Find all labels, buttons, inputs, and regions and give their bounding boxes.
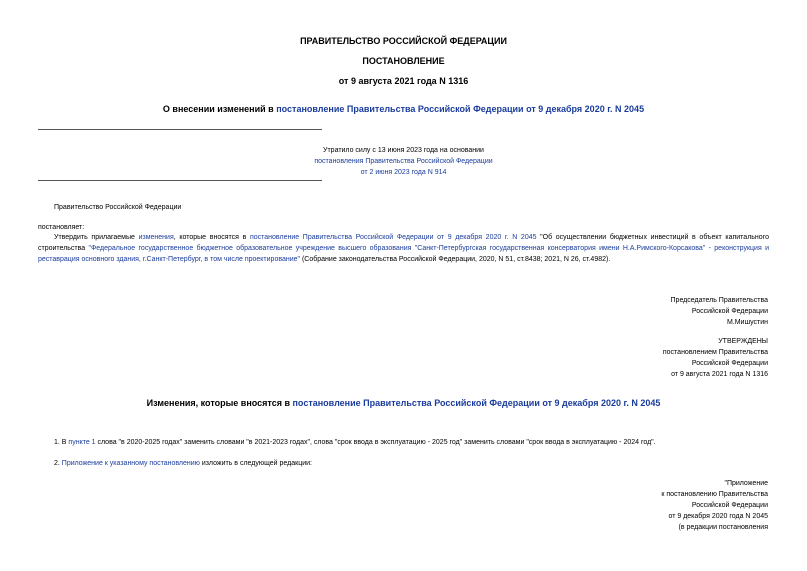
document-title — [0, 104, 807, 114]
change-item-1-text-b: слова "в 2020-2025 годах" заменить словами "в 2021-2023 годах", слова "срок ввода в эксплуатацию - 2025 год" заменить словами "срок ввода в эксплуатацию - 2024 год". — [95, 439, 656, 446]
main-paragraph-text-d: (Собрание законодательства Российской Федерации, 2020, N 51, ст.8438; 2021, N 26, ст.4982). — [300, 256, 611, 263]
lapsed-note-link-line3[interactable]: от 2 июня 2023 года N 914 — [360, 169, 447, 176]
changes-title-prefix: Изменения, которые вносятся в — [146, 398, 293, 408]
approved-line4: от 9 августа 2021 года N 1316 — [671, 371, 768, 378]
change-item-1 — [54, 437, 774, 448]
change-item-1-text-a: 1. В — [54, 439, 69, 446]
bottom-divider — [38, 180, 322, 181]
changes-link[interactable]: изменения — [138, 234, 174, 241]
government-heading: ПРАВИТЕЛЬСТВО РОССИЙСКОЙ ФЕДЕРАЦИИ — [300, 36, 507, 46]
main-paragraph — [38, 232, 769, 265]
appendix-line3: Российской Федерации — [691, 502, 768, 509]
resolves-text: постановляет: — [38, 224, 85, 231]
approved-block — [663, 336, 768, 380]
document-title-prefix: О внесении изменений в — [162, 104, 277, 114]
signature-line2: Российской Федерации — [691, 308, 768, 315]
project-link[interactable]: "Федеральное государственное бюджетное образовательное учреждение высшего образования "Санкт-Петербургская государственная консерватория имени Н.А.Римского-Корсакова" - реконструкция и реставрация основного здания, г.Санкт-Петербург, в том числе проектирование" — [38, 245, 769, 263]
signature-line1: Председатель Правительства — [670, 297, 768, 304]
signature-line3: М.Мишустин — [726, 319, 768, 326]
signature-block — [671, 295, 768, 328]
approved-line1: УТВЕРЖДЕНЫ — [718, 338, 768, 345]
appendix-block — [661, 478, 768, 533]
lapsed-note-link-line2[interactable]: постановления Правительства Российской Федерации — [314, 158, 493, 165]
lapsed-note-line1: Утратило силу с 13 июня 2023 года на основании — [323, 147, 484, 154]
top-divider — [38, 129, 322, 130]
lapsed-note — [200, 145, 607, 178]
main-paragraph-text-a: Утвердить прилагаемые — [54, 234, 139, 241]
document-title-link[interactable]: постановление Правительства Российской Федерации от 9 декабря 2020 г. N 2045 — [276, 104, 645, 114]
approved-line3: Российской Федерации — [691, 360, 768, 367]
appendix-line5: (в редакции постановления — [678, 524, 768, 531]
document-date-number: от 9 августа 2021 года N 1316 — [338, 76, 469, 86]
approved-line2: постановлением Правительства — [662, 349, 768, 356]
changes-title-link[interactable]: постановление Правительства Российской Федерации от 9 декабря 2020 г. N 2045 — [292, 398, 661, 408]
document-type: ПОСТАНОВЛЕНИЕ — [362, 56, 445, 66]
main-paragraph-text-b: , которые вносятся в — [173, 234, 250, 241]
issuer-text: Правительство Российской Федерации — [54, 204, 182, 211]
changes-title — [0, 398, 807, 408]
resolution-link[interactable]: постановление Правительства Российской Федерации от 9 декабря 2020 г. N 2045 — [249, 234, 537, 241]
appendix-link[interactable]: Приложение к указанному постановлению — [61, 460, 200, 467]
appendix-line4: от 9 декабря 2020 года N 2045 — [668, 513, 768, 520]
change-item-2 — [54, 458, 774, 469]
appendix-line1: "Приложение — [724, 480, 768, 487]
change-item-2-text-a: 2. — [54, 460, 62, 467]
point-1-link[interactable]: пункте 1 — [68, 439, 96, 446]
change-item-2-text-b: изложить в следующей редакции: — [199, 460, 312, 467]
main-paragraph-text-c: "Об осуществлении бюджетных инвестиций в объект капитального строительства — [38, 234, 769, 252]
appendix-line2: к постановлению Правительства — [661, 491, 768, 498]
